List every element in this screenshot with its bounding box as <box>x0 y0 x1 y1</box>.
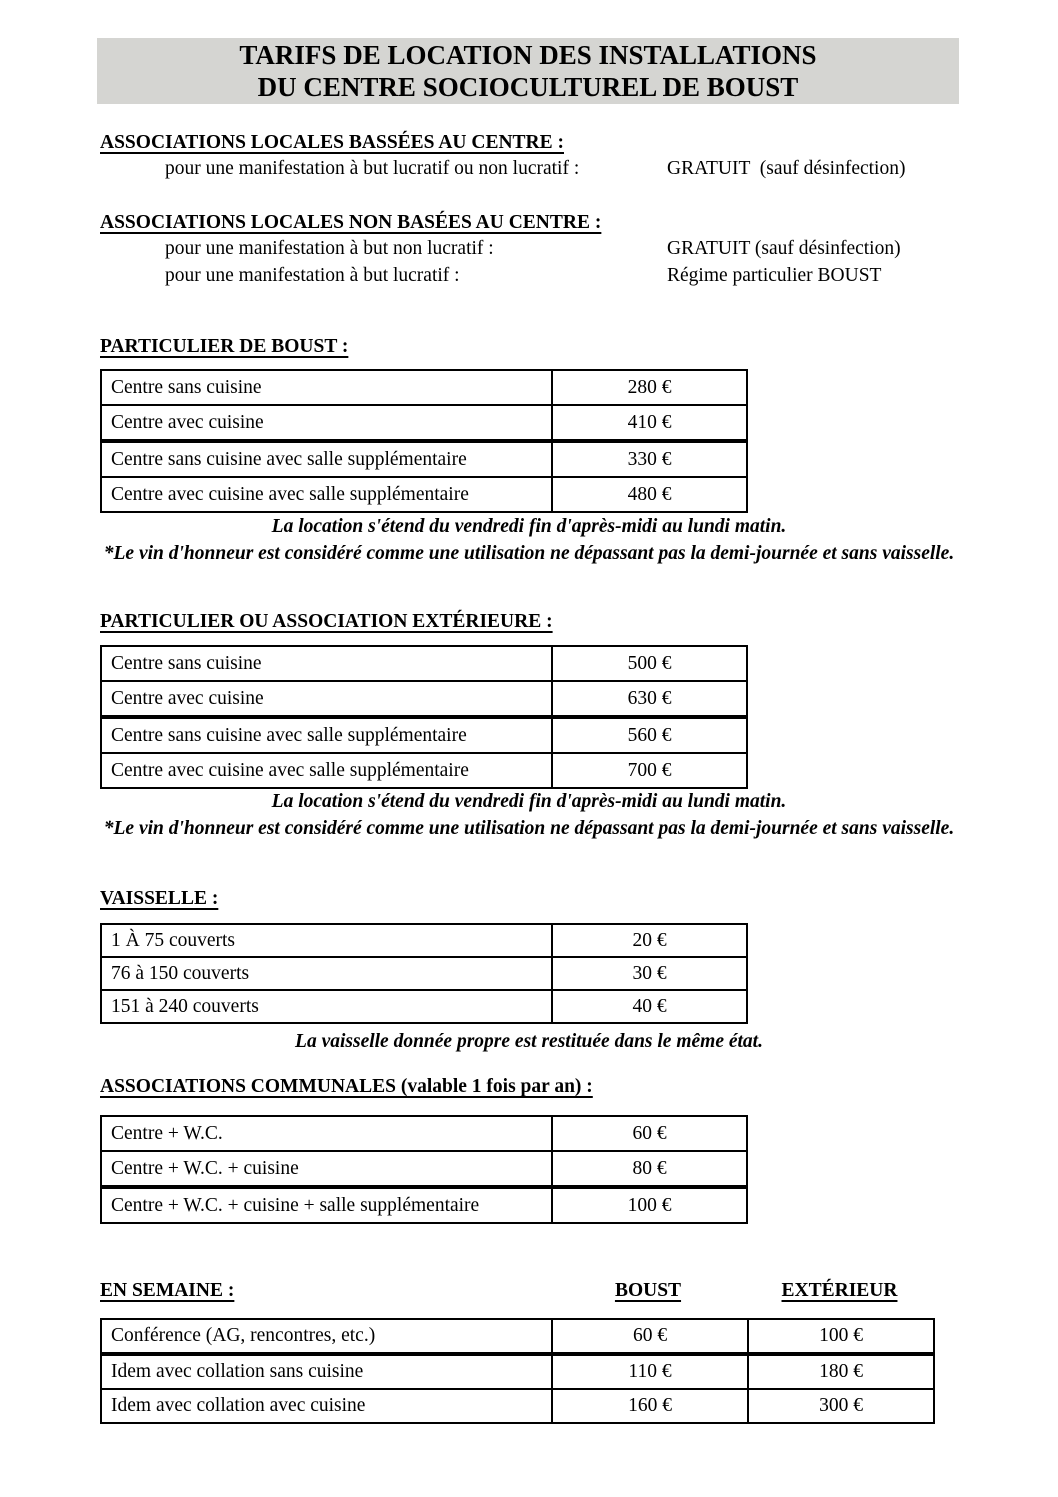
table-cell-price: 410 € <box>552 405 747 441</box>
table-row <box>101 370 747 405</box>
table-cell-label: 1 À 75 couverts <box>101 924 552 957</box>
table-cell-label: Centre + W.C. + cuisine <box>101 1151 552 1187</box>
table-row <box>101 1187 747 1223</box>
column-header-exterieur: EXTÉRIEUR <box>781 1280 898 1301</box>
table-cell-price-boust: 60 € <box>552 1319 748 1354</box>
table-cell-label: Centre sans cuisine <box>101 646 552 681</box>
table-cell-label: Conférence (AG, rencontres, etc.) <box>101 1319 552 1354</box>
table-cell-label: 76 à 150 couverts <box>101 957 552 990</box>
table-cell-price-exterieur: 180 € <box>748 1354 934 1389</box>
info-row <box>0 238 1058 264</box>
table-cell-label: Centre sans cuisine <box>101 370 552 405</box>
table-row <box>101 477 747 512</box>
table-row <box>101 753 747 788</box>
table-cell-price-boust: 110 € <box>552 1354 748 1389</box>
heading-associations-communales: ASSOCIATIONS COMMUNALES (valable 1 fois par an) : <box>100 1076 593 1097</box>
note-line: La location s'étend du vendredi fin d'après-midi au lundi matin. <box>271 791 787 812</box>
table-cell-label: 151 à 240 couverts <box>101 990 552 1023</box>
note-location-exterieur <box>100 788 958 842</box>
info-label: pour une manifestation à but lucratif : <box>165 265 460 286</box>
document-title-banner <box>97 38 959 104</box>
heading-en-semaine: EN SEMAINE : <box>100 1280 235 1301</box>
note-line: *Le vin d'honneur est considéré comme une utilisation ne dépassant pas la demi-journée et sans vaisselle. <box>103 543 955 564</box>
info-value: Régime particulier BOUST <box>667 265 882 286</box>
table-cell-price: 100 € <box>552 1187 747 1223</box>
table-cell-label: Idem avec collation sans cuisine <box>101 1354 552 1389</box>
table-cell-price: 500 € <box>552 646 747 681</box>
note-line: La location s'étend du vendredi fin d'après-midi au lundi matin. <box>271 516 787 537</box>
info-row <box>0 158 1058 184</box>
table-cell-price: 30 € <box>552 957 747 990</box>
table-row <box>101 441 747 477</box>
heading-vaisselle: VAISSELLE : <box>100 888 219 909</box>
table-row <box>101 646 747 681</box>
heading-particulier-ou-association-exterieure: PARTICULIER OU ASSOCIATION EXTÉRIEURE : <box>100 611 553 632</box>
table-cell-price-exterieur: 100 € <box>748 1319 934 1354</box>
note-vaisselle <box>100 1028 958 1055</box>
table-cell-label: Centre avec cuisine avec salle supplémentaire <box>101 477 552 512</box>
table-cell-price: 40 € <box>552 990 747 1023</box>
note-line: *Le vin d'honneur est considéré comme une utilisation ne dépassant pas la demi-journée et sans vaisselle. <box>103 818 955 839</box>
table-cell-price: 330 € <box>552 441 747 477</box>
table-row <box>101 957 747 990</box>
info-label: pour une manifestation à but non lucratif : <box>165 238 494 259</box>
table-cell-label: Centre avec cuisine <box>101 681 552 717</box>
heading-associations-locales-bassees: ASSOCIATIONS LOCALES BASSÉES AU CENTRE : <box>100 132 564 153</box>
table-row <box>101 924 747 957</box>
table-row <box>101 1389 934 1423</box>
table-cell-price: 80 € <box>552 1151 747 1187</box>
table-en-semaine <box>100 1318 935 1424</box>
table-cell-price: 20 € <box>552 924 747 957</box>
table-cell-label: Centre + W.C. <box>101 1116 552 1151</box>
table-row <box>101 1116 747 1151</box>
table-cell-label: Centre + W.C. + cuisine + salle supplémentaire <box>101 1187 552 1223</box>
note-line: La vaisselle donnée propre est restituée dans le même état. <box>295 1031 763 1052</box>
table-cell-price: 280 € <box>552 370 747 405</box>
note-location-boust <box>100 513 958 567</box>
table-cell-label: Centre avec cuisine avec salle supplémentaire <box>101 753 552 788</box>
table-row <box>101 717 747 753</box>
table-cell-label: Centre sans cuisine avec salle supplémentaire <box>101 441 552 477</box>
info-value: GRATUIT (sauf désinfection) <box>667 158 906 179</box>
column-header-boust: BOUST <box>614 1280 682 1301</box>
table-row <box>101 681 747 717</box>
table-cell-price: 630 € <box>552 681 747 717</box>
document-title-line2: DU CENTRE SOCIOCULTUREL DE BOUST <box>257 72 799 102</box>
table-row <box>101 1319 934 1354</box>
table-cell-price: 700 € <box>552 753 747 788</box>
table-cell-price-exterieur: 300 € <box>748 1389 934 1423</box>
table-associations-communales <box>100 1115 748 1224</box>
table-row <box>101 1354 934 1389</box>
table-cell-price: 560 € <box>552 717 747 753</box>
info-row <box>0 265 1058 291</box>
document-title-line1: TARIFS DE LOCATION DES INSTALLATIONS <box>239 40 817 70</box>
table-cell-label: Idem avec collation avec cuisine <box>101 1389 552 1423</box>
heading-associations-locales-non-basees: ASSOCIATIONS LOCALES NON BASÉES AU CENTRE : <box>100 212 602 233</box>
heading-particulier-de-boust: PARTICULIER DE BOUST : <box>100 336 349 357</box>
table-row <box>101 990 747 1023</box>
table-row <box>101 405 747 441</box>
info-value: GRATUIT (sauf désinfection) <box>667 238 901 259</box>
table-cell-price: 480 € <box>552 477 747 512</box>
table-cell-label: Centre sans cuisine avec salle supplémentaire <box>101 717 552 753</box>
table-cell-price-boust: 160 € <box>552 1389 748 1423</box>
table-vaisselle <box>100 923 748 1024</box>
table-cell-price: 60 € <box>552 1116 747 1151</box>
table-cell-label: Centre avec cuisine <box>101 405 552 441</box>
table-row <box>101 1151 747 1187</box>
table-particulier-boust <box>100 369 748 513</box>
info-label: pour une manifestation à but lucratif ou non lucratif : <box>165 158 580 179</box>
table-particulier-exterieur <box>100 645 748 789</box>
